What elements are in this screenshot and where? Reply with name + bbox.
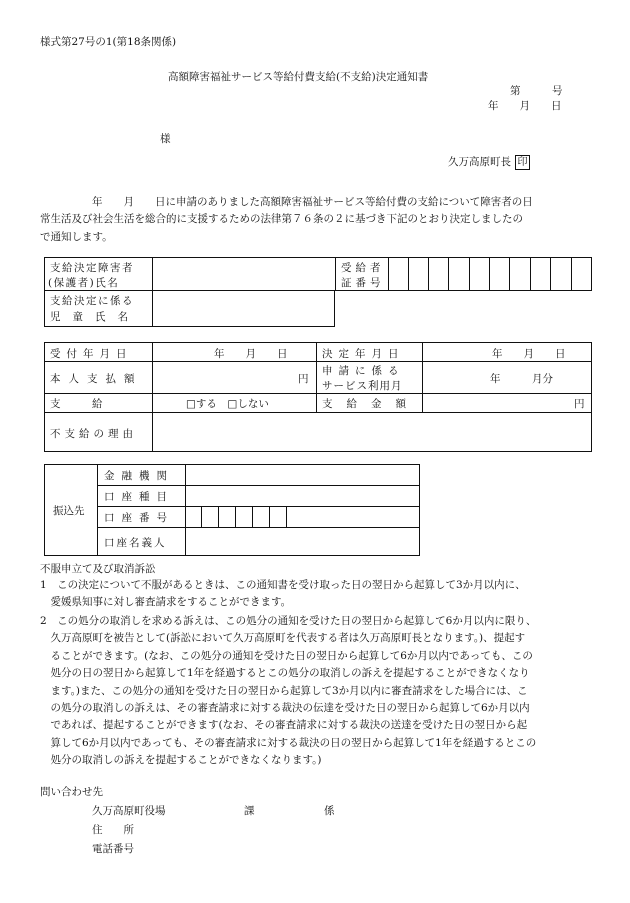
recipient-suffix: 様 bbox=[160, 133, 171, 145]
received-date-label: 受付年月日 bbox=[50, 348, 133, 360]
bank-institution-label: 金融機関 bbox=[104, 470, 174, 482]
decision-date-label: 決定年月日 bbox=[322, 348, 405, 360]
service-month-value: 年 月分 bbox=[490, 373, 553, 385]
contact-section: 課 bbox=[244, 805, 255, 817]
form-number: 様式第27号の1(第18条関係) bbox=[40, 36, 177, 48]
received-date-value: 年 月 日 bbox=[214, 348, 288, 360]
account-number-label: 口座番号 bbox=[104, 512, 174, 524]
payment-label: 本人支払額 bbox=[50, 373, 143, 385]
contact-office: 久万高原町役場 bbox=[92, 805, 166, 817]
recipient-label-line2: (保護者)氏名 bbox=[48, 277, 120, 289]
pay-options[interactable]: □する □しない bbox=[186, 398, 269, 410]
pay-label: 支 給 bbox=[50, 398, 103, 410]
recipient-label-line1: 支給決定障害者 bbox=[50, 262, 134, 274]
seal-icon: 印 bbox=[515, 155, 530, 170]
service-month-label-line2: サービス利用月 bbox=[322, 380, 403, 392]
amount-label: 支給金額 bbox=[322, 398, 420, 410]
appeal-item-2: 2 この処分の取消しを求める訴えは、この処分の通知を受けた日の翌日から起算して6か月以内に限り、 久万高原町を被告として(訴訟において久万高原町を代表する者は久万高原町長となります。)、提起す ることができます。(なお、この処分の通知を受けた日の翌日から起算して6か月以内であっても、この 処分の日の翌日から起算して1年を経過するとこの処分の取消しの訴えを提起することができなくなり ます。)また、この処分の通知を受けた日の翌日から起算して3か月以内に審査請求をした場合には、こ の処分の取消しの訴えは、その審査請求に対する裁決の伝達を受けた日の翌日から起算して6か月以内 であれば、提起することができます(なお、その審査請求に対する裁決の送達を受けた日の翌日から起 算して6か月以内であっても、その審査請求に対する裁決の日の翌日から起算して1年を経過するとこの 処分の取消しの訴えを提起することができなくなります。) bbox=[40, 615, 537, 767]
payment-unit: 円 bbox=[298, 373, 309, 385]
intro-paragraph: 年 月 日に申請のありました高額障害福祉サービス等給付費の支給について障害者の日 常生活及び社会生活を総合的に支援するための法律第７６条の２に基づき下記のとおり決定しましたの で通知します。 bbox=[40, 196, 533, 243]
rejection-reason-label: 不支給の理由 bbox=[50, 428, 137, 440]
appeal-heading: 不服申立て及び取消訴訟 bbox=[40, 563, 156, 575]
document-number: 第 号 bbox=[510, 85, 563, 97]
document-title: 高額障害福祉サービス等給付費支給(不支給)決定通知書 bbox=[168, 71, 429, 83]
contact-subsection: 係 bbox=[324, 805, 335, 817]
amount-unit: 円 bbox=[574, 398, 585, 410]
contact-phone-label: 電話番号 bbox=[92, 843, 134, 855]
bank-group-label: 振込先 bbox=[53, 505, 85, 517]
issuer bbox=[448, 154, 530, 170]
decision-date-value: 年 月 日 bbox=[492, 348, 566, 360]
account-holder-label: 口座名義人 bbox=[104, 537, 167, 549]
issuer-name: 久万高原町長 bbox=[448, 156, 511, 168]
contact-heading: 問い合わせ先 bbox=[40, 786, 103, 798]
child-label-line1: 支給決定に係る bbox=[50, 295, 134, 307]
appeal-item-1: 1 この決定について不服があるときは、この通知書を受け取った日の翌日から起算して3か月以内に、 愛媛県知事に対し審査請求をすることができます。 bbox=[40, 579, 526, 609]
issue-date: 年 月 日 bbox=[488, 100, 562, 112]
service-month-label-line1: 申請に係る bbox=[322, 365, 405, 377]
account-type-label: 口座種目 bbox=[104, 491, 174, 503]
contact-address-label: 住 所 bbox=[92, 824, 134, 836]
child-label-line2: 児童氏名 bbox=[50, 311, 140, 323]
cert-label-line1: 受給者 bbox=[341, 262, 385, 274]
cert-label-line2: 証番号 bbox=[341, 277, 385, 289]
